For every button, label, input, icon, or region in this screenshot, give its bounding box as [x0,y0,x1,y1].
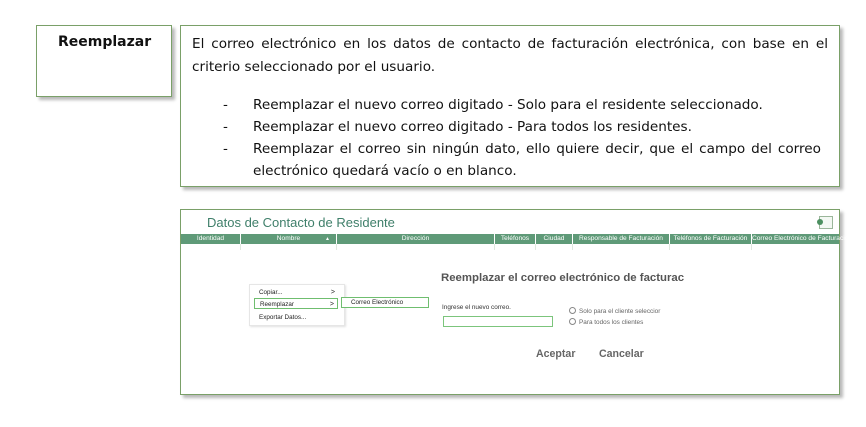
description-text: El correo electrónico en los datos de contacto de facturación electrónica, con base en el criterio seleccionado por el usuario. [192,36,828,75]
description-card [180,25,840,187]
menu-item-copy[interactable]: Copiar... > [259,289,335,296]
radio-selected-client[interactable]: Solo para el cliente seleccior [569,307,660,315]
bullet-list [221,94,821,182]
context-menu [249,284,345,326]
column-header[interactable]: Teléfonos [495,234,536,244]
column-header[interactable]: Responsable de Facturación [573,234,670,244]
chevron-right-icon: > [330,289,335,296]
accept-button[interactable]: Aceptar [536,348,576,360]
bullet-text: Reemplazar el nuevo correo digitado - Solo para el residente seleccionado. [253,97,763,113]
column-header[interactable]: Correo Electrónico de Facturación [752,235,853,242]
section-label: Reemplazar [58,34,152,50]
window-title: Datos de Contacto de Residente [207,215,395,230]
column-header[interactable]: Identidad [181,234,241,244]
menu-item-replace[interactable]: Reemplazar > [254,298,338,309]
column-header[interactable]: Teléfonos de Facturación [670,234,752,244]
radio-all-clients[interactable]: Para todos los clientes [569,318,643,326]
list-item: - Reemplazar el nuevo correo digitado - Solo para el residente seleccionado. [223,97,763,113]
cancel-button[interactable]: Cancelar [599,348,644,360]
table-header [181,234,853,244]
app-screenshot [180,209,853,395]
sort-asc-icon: ▲ [325,236,330,242]
new-email-input[interactable] [443,316,553,327]
email-prompt: Ingrese el nuevo correo. [442,304,511,311]
chevron-right-icon: > [329,301,334,308]
column-header[interactable]: Dirección [337,234,495,244]
column-header-nombre[interactable]: Nombre ▲ [241,234,337,244]
column-header[interactable]: Ciudad [536,234,573,244]
bullet-text: Reemplazar el correo sin ningún dato, ello quiere decir, que el campo del correo electrónico quedará vacío o en blanco. [253,141,821,179]
list-item: - Reemplazar el correo sin ningún dato, ello quiere decir, que el campo del correo electrónico quedará vacío o en blanco. [223,141,821,179]
radio-icon [569,307,576,314]
radio-icon [569,318,576,325]
menu-item-export[interactable]: Exportar Datos... [259,314,307,321]
grid-lines [181,244,839,250]
label-card [36,25,172,97]
bullet-text: Reemplazar el nuevo correo digitado - Para todos los residentes. [253,119,692,135]
list-item: - Reemplazar el nuevo correo digitado - Para todos los residentes. [223,119,692,135]
submenu-item-email[interactable]: Correo Electrónico [341,297,429,308]
toggle-icon[interactable] [819,216,833,229]
dialog-title: Reemplazar el correo electrónico de facturac [441,272,685,284]
